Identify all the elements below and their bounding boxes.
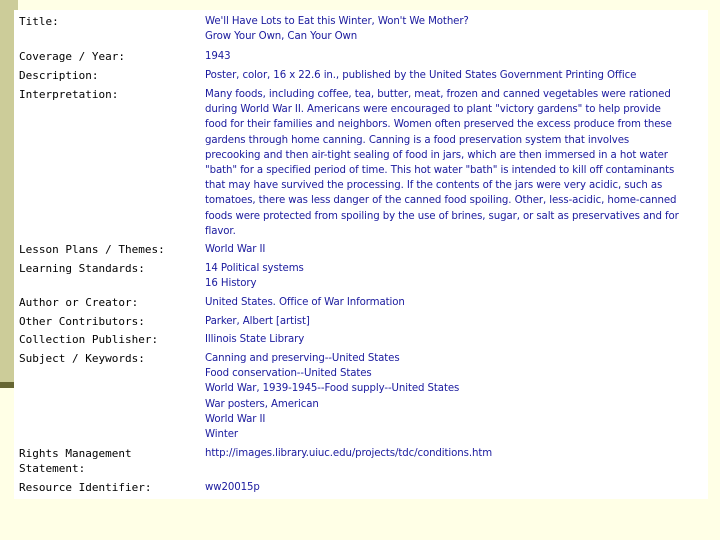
contributors-value: Parker, Albert [artist] — [205, 316, 310, 327]
title-value: We'll Have Lots to Eat this Winter, Won't We Mother? Grow Your Own, Can Your Own — [205, 16, 469, 43]
identifier-value: ww20015p — [205, 482, 260, 493]
publisher-value: Illinois State Library — [205, 334, 305, 345]
learning-standards-label: Learning Standards: — [19, 262, 145, 275]
coverage-label: Coverage / Year: — [19, 50, 125, 63]
lesson-plans-value: World War II — [205, 244, 266, 255]
rights-label: Rights Management Statement: — [19, 447, 132, 475]
subject-label: Subject / Keywords: — [19, 352, 145, 365]
coverage-value: 1943 — [205, 51, 231, 62]
interpretation-value: Many foods, including coffee, tea, butter, meat, frozen and canned vegetables were rationed during World War II. Americans were encouraged to plant "victory gardens" to help provide food for their families and neighbors. Women often preserved the excess produce from these gardens through home canning. Canning is a food preservation system that involves precooking and then air-tight sealing of food in jars, which are then immersed in a hot water "bath" for a specified period of time. This hot water "bath" is intended to kill off contaminants that may have survived the processing. If the contents of the jars were very acidic, such as tomatoes, there was less danger of the canned food spoiling. Other, less-acidic, home-canned foods were protected from spoiling by the use of brines, sugar, or salt as preservatives and for flavor. — [205, 89, 679, 237]
identifier-label: Resource Identifier: — [19, 481, 152, 494]
author-label: Author or Creator: — [19, 296, 139, 309]
description-label: Description: — [19, 69, 99, 82]
metadata-record — [14, 10, 708, 499]
publisher-label: Collection Publisher: — [19, 333, 159, 346]
interpretation-label: Interpretation: — [19, 88, 119, 101]
subject-value: Canning and preserving--United States Food conservation--United States World War, 1939-1945--Food supply--United States War posters, American World War II Winter — [205, 353, 460, 441]
contributors-label: Other Contributors: — [19, 315, 145, 328]
description-value: Poster, color, 16 x 22.6 in., published by the United States Government Printing Office — [205, 70, 637, 81]
lesson-plans-label: Lesson Plans / Themes: — [19, 243, 165, 256]
author-value: United States. Office of War Information — [205, 297, 405, 308]
rights-value: http://images.library.uiuc.edu/projects/tdc/conditions.htm — [205, 448, 493, 459]
learning-standards-value: 14 Political systems 16 History — [205, 263, 304, 290]
title-label: Title: — [19, 15, 59, 28]
